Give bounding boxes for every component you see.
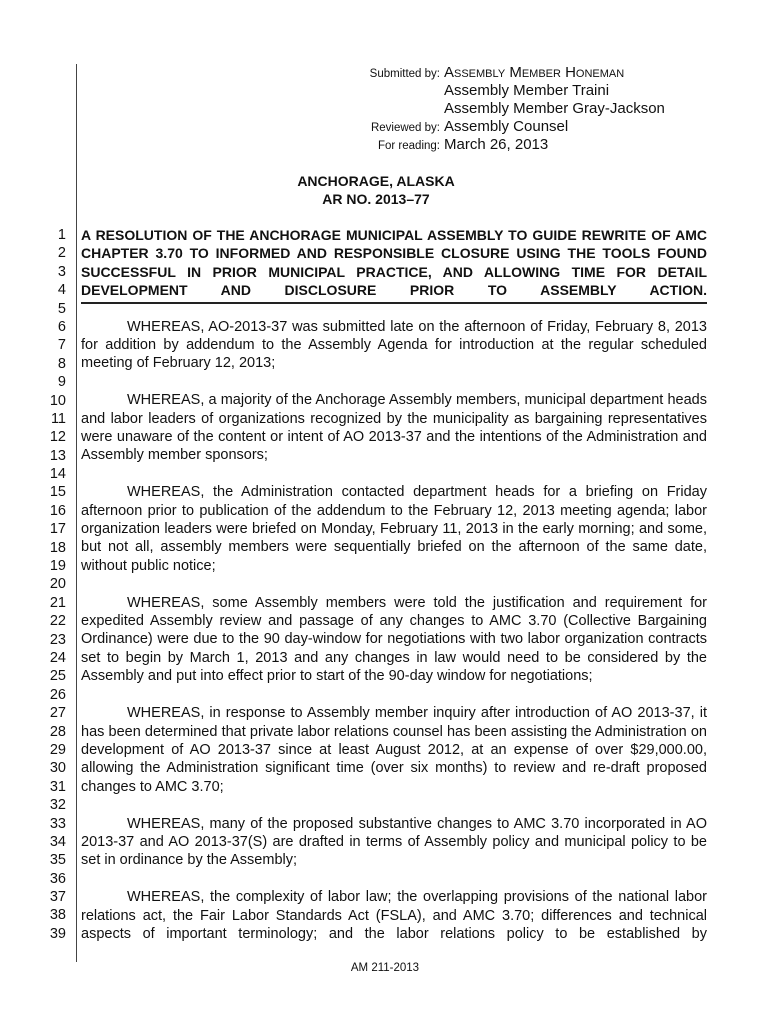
line-number: 17 xyxy=(49,521,66,538)
line-number: 1 xyxy=(57,227,66,243)
line-number: 11 xyxy=(50,410,66,427)
for-reading-row xyxy=(300,136,720,154)
line-number: 39 xyxy=(49,925,66,942)
line-number: 2 xyxy=(57,245,66,262)
line-number: 24 xyxy=(49,649,66,666)
line-number: 30 xyxy=(49,760,66,777)
line-number: 14 xyxy=(49,466,66,483)
line-number: 18 xyxy=(49,539,66,556)
resolution-title: A RESOLUTION OF THE ANCHORAGE MUNICIPAL ASSEMBLY TO GUIDE REWRITE OF AMC CHAPTER 3.70 TO INFORMED AND RESPONSIBLE CLOSURE USING THE TOOLS FOUND SUCCESSFUL IN PRIOR MUNICIPAL PRACTICE, AND ALLOWING TIME FOR DETAIL DEVELOPMENT AND DISCLOSURE PRIOR TO ASSEMBLY ACTION. xyxy=(81,227,707,299)
whereas-paragraph-2: WHEREAS, a majority of the Anchorage Assembly members, municipal department heads and labor leaders of organizations recognized by the municipality as bargaining representatives were unaware of the content or intent of AO 2013-37 and the intentions of the Administration and Assembly member sponsors; xyxy=(81,392,707,464)
line-number: 22 xyxy=(49,613,66,630)
line-number: 31 xyxy=(49,778,66,795)
reviewed-by-value: Assembly Counsel xyxy=(444,118,569,135)
whereas-paragraph-4: WHEREAS, some Assembly members were told the justification and requirement for expedited Assembly review and passage of any changes to AMC 3.70 (Collective Bargaining Ordinance) were due to the 90 day-window for negotiations with two labor organization contracts set to begin by March 1, 2013 and any changes in law would need to be considered by the Assembly and put into effect prior to start of the 90-day window for negotiations; xyxy=(81,594,707,685)
line-number: 8 xyxy=(57,355,66,372)
line-number: 12 xyxy=(49,429,66,446)
whereas-paragraph-1: WHEREAS, AO-2013-37 was submitted late on the afternoon of Friday, February 8, 2013 for addition by addendum to the Assembly Agenda for introduction at the regular scheduled meeting of February 12, 2013; xyxy=(81,318,707,372)
line-number: 37 xyxy=(49,889,66,906)
line-number: 33 xyxy=(49,815,66,832)
whereas-paragraph-3: WHEREAS, the Administration contacted department heads for a briefing on Friday afternoon prior to publication of the addendum to the February 12, 2013 meeting agenda; labor organization leaders were briefed on Monday, February 11, 2013 in the early morning; and some, but not all, assembly members were sequentially briefed on the afternoon of the same date, without public notice; xyxy=(81,484,707,574)
reviewed-by-label: Reviewed by: xyxy=(370,122,440,134)
resolution-number: AR NO. 2013–77 xyxy=(322,191,430,207)
resolution-body xyxy=(81,226,707,943)
whereas-paragraph-7: WHEREAS, the complexity of labor law; the overlapping provisions of the national labor relations act, the Fair Labor Standards Act (FSLA), and AMC 3.70; differences and technical aspects of important terminology; and the labor relations policy to be established by xyxy=(81,889,707,942)
line-number: 29 xyxy=(49,741,66,758)
line-number: 7 xyxy=(57,337,66,354)
line-number: 9 xyxy=(57,374,66,391)
line-number: 13 xyxy=(49,447,66,464)
whereas-paragraph-6: WHEREAS, many of the proposed substantive changes to AMC 3.70 incorporated in AO 2013-37 and AO 2013-37(S) are drafted in terms of Assembly policy and municipal policy to be set in ordinance by the Assembly; xyxy=(81,815,707,869)
line-number: 10 xyxy=(49,392,66,409)
line-number: 34 xyxy=(49,833,66,850)
line-number: 38 xyxy=(49,907,66,924)
reviewed-by-row xyxy=(300,118,720,136)
line-number: 21 xyxy=(49,594,66,611)
sponsor-row-2 xyxy=(300,82,720,100)
page-footer: AM 211-2013 xyxy=(350,962,420,974)
line-number: 32 xyxy=(49,797,66,814)
sponsor-1: Assembly Member Honeman xyxy=(444,64,625,81)
line-number: 26 xyxy=(49,686,66,703)
city-heading: ANCHORAGE, ALASKA xyxy=(297,173,455,189)
submission-block xyxy=(300,64,720,154)
line-number: 3 xyxy=(57,263,66,280)
line-number: 27 xyxy=(49,705,66,722)
line-number: 28 xyxy=(49,723,66,740)
submitted-by-row xyxy=(300,64,720,82)
line-number: 4 xyxy=(57,282,66,299)
line-number: 16 xyxy=(49,502,66,519)
line-number: 23 xyxy=(49,631,66,648)
sponsor-3: Assembly Member Gray-Jackson xyxy=(444,100,665,117)
line-number: 25 xyxy=(49,668,66,685)
line-number: 19 xyxy=(49,558,66,575)
line-number: 6 xyxy=(57,318,66,335)
line-number-column xyxy=(0,226,66,943)
for-reading-label: For reading: xyxy=(377,140,440,152)
sponsor-row-3 xyxy=(300,100,720,118)
whereas-paragraph-5: WHEREAS, in response to Assembly member inquiry after introduction of AO 2013-37, it has been determined that private labor relations counsel has been assisting the Administration on development of AO 2013-37 since at least August 2012, at an expense of over $29,000.00, allowing the Administration significant time (over six months) to review and re-draft proposed changes to AMC 3.70; xyxy=(81,705,707,795)
line-number: 36 xyxy=(49,870,66,887)
sponsor-2: Assembly Member Traini xyxy=(444,82,610,99)
line-number: 20 xyxy=(49,576,66,593)
line-number: 5 xyxy=(57,300,66,317)
submitted-by-label: Submitted by: xyxy=(369,68,440,80)
line-number: 35 xyxy=(49,852,66,869)
for-reading-value: March 26, 2013 xyxy=(444,136,549,153)
line-number: 15 xyxy=(49,484,66,501)
